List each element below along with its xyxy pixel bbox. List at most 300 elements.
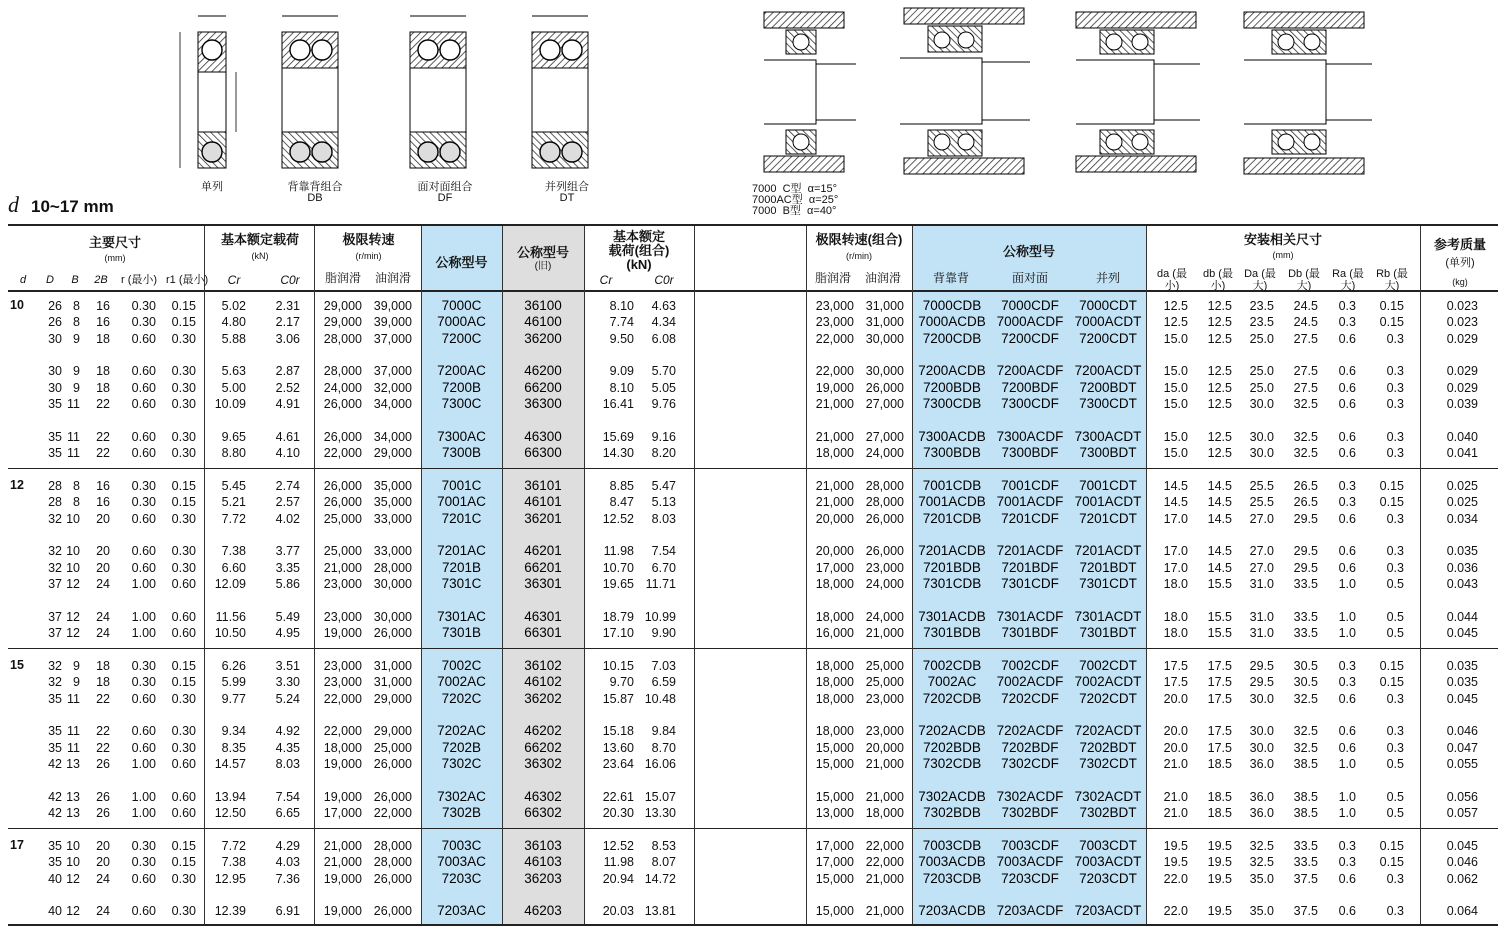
table-cell: 31,000 — [865, 315, 904, 329]
table-cell: 0.035 — [1446, 659, 1478, 673]
table-cell: 19,000 — [815, 381, 854, 395]
table-cell: 0.15 — [171, 299, 196, 313]
table-cell: 7002AC — [437, 674, 486, 689]
table-cell: 5.00 — [221, 381, 246, 395]
table-cell: 33.5 — [1293, 610, 1318, 624]
header-load: 基本额定载荷 — [220, 232, 299, 247]
table-cell: 7200AC — [437, 363, 486, 378]
table-cell: 46300 — [524, 429, 562, 444]
table-cell: 33.5 — [1293, 839, 1318, 853]
table-cell: 26,000 — [865, 544, 904, 558]
table-cell: 7301ACDT — [1074, 609, 1142, 624]
table-cell: 9.34 — [221, 724, 246, 738]
mount-drawing-4 — [1244, 12, 1372, 174]
table-cell: 17.0 — [1163, 512, 1188, 526]
table-cell: 0.056 — [1446, 790, 1478, 804]
table-cell: 9.84 — [651, 724, 676, 738]
group-divider — [8, 828, 1498, 829]
table-cell: 7301CDF — [1001, 576, 1059, 591]
table-cell: 19,000 — [323, 757, 362, 771]
table-cell: 8 — [73, 495, 80, 509]
table-cell: 0.3 — [1338, 659, 1356, 673]
header-mass: 参考质量 — [1433, 237, 1486, 252]
table-cell: 20.0 — [1163, 724, 1188, 738]
table-cell: 33.5 — [1293, 626, 1318, 640]
table-cell: 38.5 — [1293, 806, 1318, 820]
table-cell: 8.07 — [651, 855, 676, 869]
table-cell: 17.0 — [1163, 544, 1188, 558]
table-cell: 11.71 — [645, 577, 676, 591]
table-cell: 8.85 — [609, 479, 634, 493]
table-cell: 21,000 — [865, 790, 904, 804]
table-cell: 25,000 — [865, 675, 904, 689]
table-cell: 22.61 — [602, 790, 634, 804]
table-cell: 35 — [48, 855, 62, 869]
table-cell: 8 — [73, 479, 80, 493]
table-cell: 19.5 — [1207, 872, 1232, 886]
table-cell: 29.5 — [1249, 659, 1274, 673]
group-bore-diameter: 15 — [10, 658, 24, 672]
table-cell: 15.0 — [1163, 364, 1188, 378]
title-symbol: d — [8, 192, 19, 217]
table-cell: 32 — [48, 561, 62, 575]
table-cell: 32.5 — [1293, 397, 1318, 411]
pair-db-drawing — [282, 16, 338, 168]
header-pair-oil: 油润滑 — [864, 271, 901, 285]
table-cell: 15.0 — [1163, 430, 1188, 444]
table-cell: 4.29 — [275, 839, 300, 853]
table-cell: 0.60 — [131, 544, 156, 558]
table-cell: 15.0 — [1163, 332, 1188, 346]
table-cell: 29.5 — [1293, 561, 1318, 575]
table-cell: 20.03 — [602, 904, 634, 918]
table-cell: 34,000 — [373, 430, 412, 444]
table-cell: 46103 — [524, 854, 562, 869]
table-cell: 7001CDT — [1079, 478, 1137, 493]
table-cell: 46101 — [524, 494, 562, 509]
table-cell: 0.60 — [171, 806, 196, 820]
table-cell: 7000ACDF — [996, 314, 1064, 329]
table-cell: 17.5 — [1163, 675, 1188, 689]
table-cell: 4.61 — [275, 430, 300, 444]
table-cell: 36102 — [524, 658, 562, 673]
table-cell: 24.5 — [1293, 315, 1318, 329]
table-cell: 40 — [48, 872, 62, 886]
table-cell: 15.87 — [602, 692, 634, 706]
table-cell: 7201ACDT — [1074, 543, 1142, 558]
table-cell: 7300CDT — [1079, 396, 1137, 411]
page-title — [8, 192, 114, 218]
table-cell: 5.24 — [275, 692, 300, 706]
table-cell: 13.60 — [602, 741, 634, 755]
table-cell: 0.30 — [171, 512, 196, 526]
table-cell: 15.18 — [602, 724, 634, 738]
col-rule — [912, 226, 913, 924]
table-cell: 0.6 — [1338, 904, 1356, 918]
table-cell: 7003CDT — [1079, 838, 1137, 853]
table-cell: 26 — [96, 806, 110, 820]
header-pair-load-2: 载荷(组合) — [608, 243, 670, 258]
table-cell: 7000CDF — [1001, 298, 1059, 313]
table-cell: 36203 — [524, 871, 562, 886]
table-cell: 0.029 — [1446, 364, 1478, 378]
table-cell: 7000AC — [437, 314, 486, 329]
header-mount-col: db (最小) — [1203, 268, 1233, 292]
table-cell: 30,000 — [373, 610, 412, 624]
table-cell: 0.60 — [131, 397, 156, 411]
table-cell: 7301BDT — [1079, 625, 1137, 640]
table-cell: 7302CDF — [1001, 756, 1059, 771]
table-cell: 20.0 — [1163, 692, 1188, 706]
table-cell: 46200 — [524, 363, 562, 378]
header-mount-col: Db (最大) — [1288, 268, 1320, 292]
table-cell: 23,000 — [323, 675, 362, 689]
table-cell: 38.5 — [1293, 757, 1318, 771]
table-cell: 7.38 — [221, 544, 246, 558]
header-mount-col: Rb (最大) — [1376, 268, 1408, 292]
title-range: 10~17 mm — [31, 197, 114, 216]
table-cell: 0.60 — [171, 610, 196, 624]
table-cell: 21,000 — [323, 839, 362, 853]
table-cell: 27.5 — [1293, 364, 1318, 378]
table-cell: 12 — [66, 577, 80, 591]
table-cell: 0.3 — [1386, 397, 1404, 411]
table-cell: 0.5 — [1386, 806, 1404, 820]
table-cell: 7203ACDT — [1074, 903, 1142, 918]
table-cell: 23,000 — [815, 315, 854, 329]
table-cell: 0.15 — [1379, 479, 1404, 493]
table-cell: 27,000 — [865, 397, 904, 411]
table-cell: 7002AC — [927, 674, 977, 689]
table-cell: 35.0 — [1249, 904, 1274, 918]
table-cell: 1.00 — [131, 806, 156, 820]
table-cell: 2.74 — [275, 479, 300, 493]
table-cell: 0.029 — [1446, 381, 1478, 395]
table-cell: 14.5 — [1207, 544, 1232, 558]
table-cell: 7202ACDF — [996, 723, 1064, 738]
table-cell: 7003C — [441, 838, 482, 853]
table-cell: 0.057 — [1446, 806, 1478, 820]
table-cell: 7300CDB — [922, 396, 982, 411]
table-cell: 18,000 — [815, 446, 854, 460]
table-cell: 17.5 — [1207, 741, 1232, 755]
table-cell: 15.5 — [1207, 610, 1232, 624]
table-cell: 11.98 — [603, 544, 634, 558]
table-cell: 9.09 — [609, 364, 634, 378]
table-cell: 7200BDF — [1001, 380, 1059, 395]
table-cell: 18.0 — [1163, 626, 1188, 640]
table-cell: 17,000 — [323, 806, 362, 820]
table-cell: 0.5 — [1386, 577, 1404, 591]
table-cell: 22.0 — [1163, 872, 1188, 886]
table-cell: 8.53 — [651, 839, 676, 853]
table-cell: 0.023 — [1446, 299, 1478, 313]
header-main-dims: 主要尺寸 — [88, 235, 141, 250]
header-mass-unit: (kg) — [1452, 277, 1468, 287]
table-cell: 0.60 — [131, 446, 156, 460]
table-cell: 20 — [96, 544, 110, 558]
table-cell: 7000ACDB — [918, 314, 986, 329]
table-cell: 4.34 — [651, 315, 676, 329]
table-cell: 7301B — [441, 625, 482, 640]
header-pair-speed-unit: (r/min) — [846, 251, 872, 261]
table-cell: 5.63 — [221, 364, 246, 378]
table-cell: 24,000 — [323, 381, 362, 395]
table-cell: 17.5 — [1207, 724, 1232, 738]
table-cell: 22,000 — [323, 724, 362, 738]
table-cell: 11 — [67, 741, 80, 755]
table-cell: 0.3 — [1338, 839, 1356, 853]
table-cell: 3.51 — [275, 659, 300, 673]
table-cell: 30,000 — [865, 332, 904, 346]
table-cell: 12.5 — [1207, 397, 1232, 411]
table-cell: 17.0 — [1163, 561, 1188, 575]
table-cell: 9.90 — [651, 626, 676, 640]
table-cell: 14.5 — [1207, 495, 1232, 509]
table-cell: 7302ACDB — [918, 789, 986, 804]
table-cell: 8.35 — [221, 741, 246, 755]
table-cell: 0.039 — [1446, 397, 1478, 411]
table-cell: 7302C — [441, 756, 482, 771]
header-mount-col: Ra (最大) — [1332, 268, 1364, 292]
table-cell: 32.5 — [1249, 839, 1274, 853]
table-cell: 25.5 — [1249, 495, 1274, 509]
table-cell: 10.70 — [602, 561, 634, 575]
table-cell: 0.15 — [171, 315, 196, 329]
table-cell: 0.30 — [171, 446, 196, 460]
table-cell: 0.6 — [1338, 397, 1356, 411]
table-cell: 19.5 — [1207, 904, 1232, 918]
table-cell: 32 — [48, 659, 62, 673]
table-cell: 15,000 — [815, 757, 854, 771]
table-cell: 22 — [96, 397, 110, 411]
table-cell: 10.99 — [644, 610, 676, 624]
table-cell: 23,000 — [865, 724, 904, 738]
table-cell: 11 — [67, 724, 80, 738]
table-cell: 36103 — [524, 838, 562, 853]
table-bottom-rule — [8, 924, 1498, 926]
header-pair-load-unit: (kN) — [626, 257, 652, 272]
table-cell: 7300AC — [437, 429, 486, 444]
table-cell: 8.47 — [609, 495, 634, 509]
table-cell: 12.5 — [1207, 364, 1232, 378]
table-cell: 66302 — [524, 805, 562, 820]
table-cell: 7203C — [441, 871, 482, 886]
table-cell: 13.30 — [644, 806, 676, 820]
table-cell: 31,000 — [373, 675, 412, 689]
table-cell: 7301BDB — [923, 625, 981, 640]
table-cell: 8.03 — [651, 512, 676, 526]
table-cell: 7202C — [441, 691, 482, 706]
table-cell: 29,000 — [373, 446, 412, 460]
table-cell: 18,000 — [815, 675, 854, 689]
table-cell: 2.17 — [275, 315, 300, 329]
table-cell: 0.025 — [1446, 479, 1478, 493]
table-cell: 7200BDB — [923, 380, 981, 395]
table-cell: 14.5 — [1207, 479, 1232, 493]
table-cell: 8.80 — [221, 446, 246, 460]
table-cell: 1.0 — [1338, 757, 1356, 771]
table-cell: 7301CDT — [1079, 576, 1137, 591]
table-cell: 0.30 — [131, 495, 156, 509]
table-cell: 35,000 — [373, 495, 412, 509]
table-cell: 7302B — [441, 805, 482, 820]
table-cell: 4.95 — [275, 626, 300, 640]
table-cell: 22,000 — [323, 446, 362, 460]
table-cell: 0.6 — [1338, 446, 1356, 460]
table-cell: 15.5 — [1207, 626, 1232, 640]
table-cell: 8.20 — [651, 446, 676, 460]
header-pair-model: 公称型号 — [1002, 244, 1055, 259]
header-load-unit: (kN) — [251, 251, 269, 261]
table-cell: 7003CDF — [1001, 838, 1059, 853]
table-cell: 20 — [96, 561, 110, 575]
table-cell: 21.0 — [1163, 757, 1188, 771]
table-cell: 34,000 — [373, 397, 412, 411]
table-cell: 25,000 — [323, 544, 362, 558]
single-bearing-drawing — [180, 16, 236, 168]
table-cell: 10.15 — [602, 659, 634, 673]
table-cell: 27.5 — [1293, 381, 1318, 395]
table-cell: 36302 — [524, 756, 562, 771]
table-cell: 28 — [48, 479, 62, 493]
table-cell: 7300CDF — [1001, 396, 1059, 411]
table-cell: 9.77 — [221, 692, 246, 706]
table-cell: 29,000 — [373, 692, 412, 706]
table-cell: 9 — [73, 381, 80, 395]
table-cell: 12.5 — [1207, 430, 1232, 444]
table-cell: 15,000 — [815, 904, 854, 918]
table-cell: 32.5 — [1249, 855, 1274, 869]
table-cell: 25.5 — [1249, 479, 1274, 493]
table-cell: 9.70 — [609, 675, 634, 689]
table-cell: 0.30 — [131, 839, 156, 853]
table-cell: 0.3 — [1338, 315, 1356, 329]
table-cell: 0.60 — [131, 332, 156, 346]
table-cell: 0.60 — [131, 512, 156, 526]
table-cell: 12.50 — [214, 806, 246, 820]
group-bore-diameter: 17 — [10, 838, 24, 852]
table-cell: 7003ACDF — [996, 854, 1064, 869]
table-cell: 0.30 — [131, 675, 156, 689]
table-cell: 7201AC — [437, 543, 486, 558]
table-cell: 7001ACDF — [996, 494, 1064, 509]
table-cell: 11 — [67, 446, 80, 460]
table-cell: 0.60 — [171, 626, 196, 640]
table-cell: 7202BDT — [1079, 740, 1137, 755]
table-cell: 7001ACDT — [1074, 494, 1142, 509]
table-cell: 0.15 — [171, 855, 196, 869]
table-cell: 0.3 — [1386, 724, 1404, 738]
table-cell: 35 — [48, 446, 62, 460]
table-cell: 0.3 — [1338, 495, 1356, 509]
table-cell: 26,000 — [865, 512, 904, 526]
table-cell: 26,000 — [373, 626, 412, 640]
table-cell: 14.5 — [1207, 512, 1232, 526]
table-cell: 9.16 — [651, 430, 676, 444]
table-cell: 6.65 — [275, 806, 300, 820]
table-cell: 2.31 — [275, 299, 300, 313]
table-cell: 22,000 — [815, 364, 854, 378]
table-cell: 42 — [48, 790, 62, 804]
table-cell: 12.39 — [214, 904, 246, 918]
table-cell: 0.047 — [1446, 741, 1478, 755]
contact-angle-b: 7000 B型 α=40° — [752, 205, 837, 217]
table-cell: 0.30 — [171, 364, 196, 378]
table-cell: 18.0 — [1163, 610, 1188, 624]
table-cell: 7.36 — [275, 872, 300, 886]
table-cell: 37 — [48, 626, 62, 640]
table-cell: 23,000 — [815, 299, 854, 313]
table-cell: 13 — [66, 757, 80, 771]
table-cell: 1.0 — [1338, 626, 1356, 640]
table-cell: 2.87 — [275, 364, 300, 378]
caption-db: 背靠背组合 DB — [287, 181, 343, 204]
table-cell: 7201ACDF — [996, 543, 1064, 558]
table-cell: 7000ACDT — [1074, 314, 1142, 329]
header-speed-unit: (r/min) — [355, 251, 382, 261]
table-cell: 32 — [48, 512, 62, 526]
table-cell: 0.60 — [171, 757, 196, 771]
table-cell: 17.10 — [602, 626, 634, 640]
table-cell: 46203 — [524, 903, 562, 918]
table-cell: 5.88 — [221, 332, 246, 346]
table-cell: 0.15 — [1379, 495, 1404, 509]
table-cell: 7001CDF — [1001, 478, 1059, 493]
table-cell: 1.0 — [1338, 577, 1356, 591]
table-cell: 37.5 — [1293, 872, 1318, 886]
table-cell: 10.48 — [644, 692, 676, 706]
table-cell: 20,000 — [815, 544, 854, 558]
table-cell: 22 — [96, 446, 110, 460]
table-cell: 30.0 — [1249, 430, 1274, 444]
contact-angle-ac: 7000AC型 α=25° — [752, 194, 839, 206]
table-cell: 7201B — [441, 560, 482, 575]
table-cell: 30.0 — [1249, 741, 1274, 755]
table-cell: 7003ACDB — [918, 854, 986, 869]
table-cell: 1.00 — [131, 577, 156, 591]
table-cell: 7.03 — [651, 659, 676, 673]
table-cell: 21,000 — [865, 757, 904, 771]
table-cell: 27.0 — [1249, 512, 1274, 526]
table-cell: 22,000 — [323, 692, 362, 706]
table-cell: 13 — [66, 806, 80, 820]
table-cell: 7002CDB — [922, 658, 982, 673]
table-cell: 29,000 — [323, 299, 362, 313]
table-cell: 23.64 — [602, 757, 634, 771]
table-cell: 7203CDF — [1001, 871, 1059, 886]
header-pair-c0r: C0r — [654, 273, 674, 287]
table-cell: 24,000 — [865, 446, 904, 460]
table-cell: 25,000 — [323, 512, 362, 526]
table-cell: 7302CDB — [922, 756, 982, 771]
table-cell: 24 — [96, 610, 110, 624]
caption-single: 单列 — [201, 181, 223, 193]
table-cell: 32.5 — [1293, 430, 1318, 444]
table-cell: 0.30 — [171, 397, 196, 411]
table-cell: 29,000 — [373, 724, 412, 738]
table-cell: 32 — [48, 544, 62, 558]
table-cell: 30,000 — [865, 364, 904, 378]
table-cell: 10.09 — [214, 397, 246, 411]
table-cell: 11.56 — [215, 610, 246, 624]
table-cell: 26.5 — [1293, 495, 1318, 509]
pair-df-drawing — [410, 16, 466, 168]
table-cell: 0.043 — [1446, 577, 1478, 591]
table-cell: 25,000 — [865, 659, 904, 673]
table-cell: 17,000 — [815, 561, 854, 575]
header-pair-grease: 脂润滑 — [814, 271, 851, 285]
